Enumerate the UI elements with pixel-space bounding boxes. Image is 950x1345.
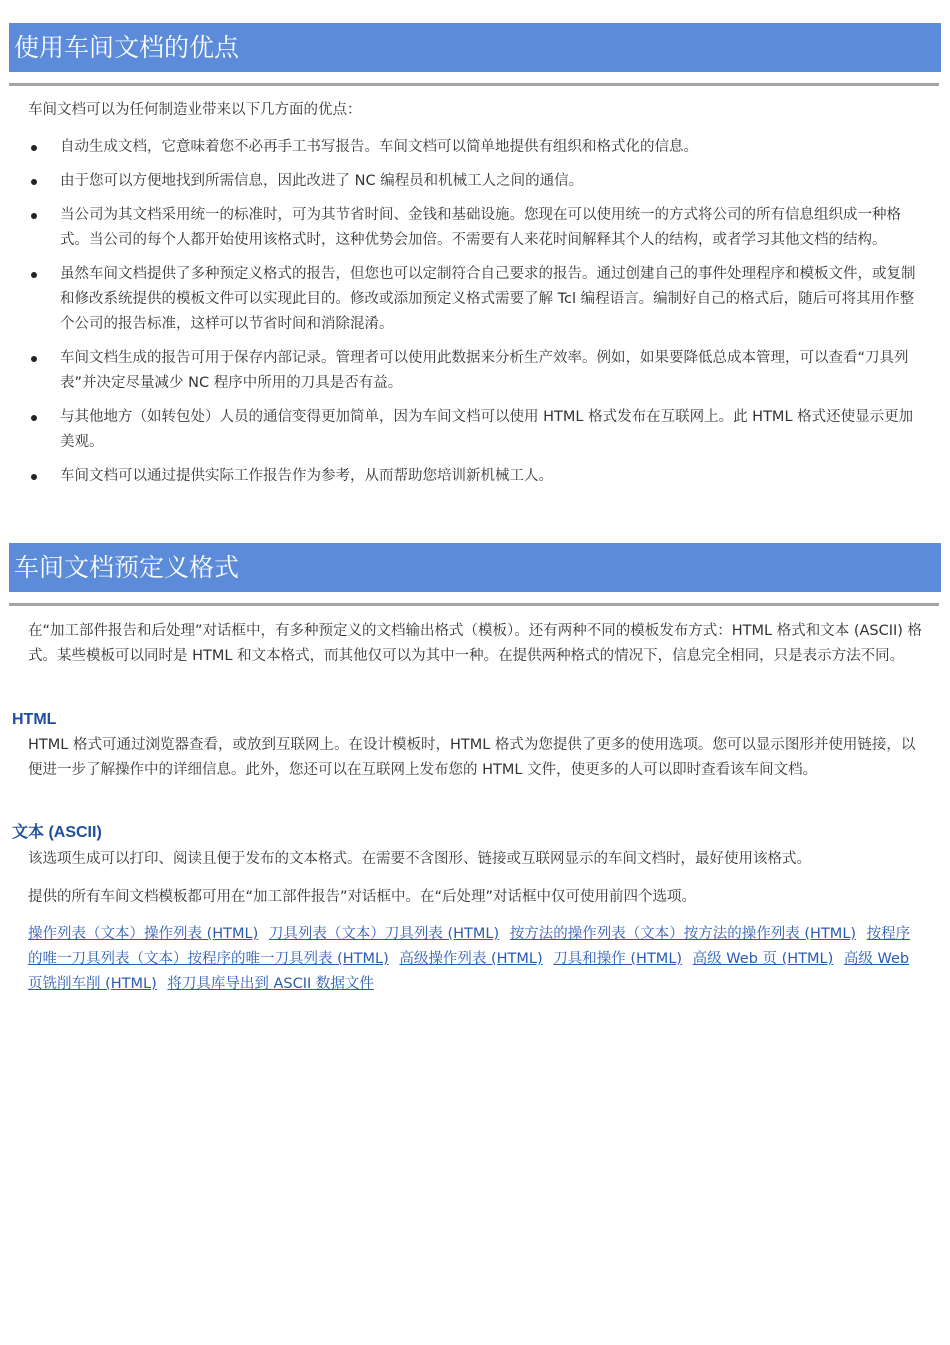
list-item xyxy=(28,346,924,396)
list-item xyxy=(28,169,924,194)
bullet-icon xyxy=(31,213,37,219)
html-description: HTML 格式可通过浏览器查看，或放到互联网上。在设计模板时，HTML 格式为您提供了更多的使用选项。您可以显示图形并使用链接，以便进一步了解操作中的详细信息。此外，您还可以在互联网上发布您的 HTML 文件，使更多的人可以即时查看该车间文档。 xyxy=(28,737,916,778)
ascii-description: 该选项生成可以打印、阅读且便于发布的文本格式。在需要不含图形、链接或互联网显示的车间文档时，最好使用该格式。 xyxy=(28,851,811,867)
list-item-text: 当公司为其文档采用统一的标准时，可为其节省时间、金钱和基础设施。您现在可以使用统一的方式将公司的所有信息组织成一种格式。当公司的每个人都开始使用该格式时，这种优势会加倍。不需要有人来花时间解释其个人的结构，或者学习其他文档的结构。 xyxy=(60,207,901,248)
list-item xyxy=(28,135,924,160)
advantages-list xyxy=(28,135,924,498)
section-header-advantages xyxy=(9,23,941,72)
list-item xyxy=(28,464,924,489)
template-links xyxy=(28,922,924,997)
list-item-text: 虽然车间文档提供了多种预定义格式的报告，但您也可以定制符合自己要求的报告。通过创建自己的事件处理程序和模板文件，或复制和修改系统提供的模板文件可以实现此目的。修改或添加预定义格式需要了解 Tcl 编程语言。编制好自己的格式后，随后可将其用作整个公司的报告标准，这样可以节省时间和消除混淆。 xyxy=(60,266,916,332)
link-advanced-operation-list[interactable]: 高级操作列表 (HTML) xyxy=(399,951,543,967)
link-tool-list[interactable]: 刀具列表（文本）刀具列表 (HTML) xyxy=(268,926,500,942)
bullet-icon xyxy=(31,179,37,185)
bullet-icon xyxy=(31,145,37,151)
intro-paragraph: 车间文档可以为任何制造业带来以下几方面的优点： xyxy=(28,102,362,118)
list-item-text: 车间文档可以通过提供实际工作报告作为参考，从而帮助您培训新机械工人。 xyxy=(60,468,553,484)
list-item-text: 自动生成文档，它意味着您不必再手工书写报告。车间文档可以简单地提供有组织和格式化的信息。 xyxy=(60,139,698,155)
list-item-text: 由于您可以方便地找到所需信息，因此改进了 NC 编程员和机械工人之间的通信。 xyxy=(60,173,584,189)
list-item xyxy=(28,203,924,253)
list-item-text: 与其他地方（如转包处）人员的通信变得更加简单，因为车间文档可以使用 HTML 格式发布在互联网上。此 HTML 格式还使显示更加美观。 xyxy=(60,409,914,450)
link-export-tool-library[interactable]: 将刀具库导出到 ASCII 数据文件 xyxy=(167,976,374,992)
bullet-icon xyxy=(31,474,37,480)
list-item xyxy=(28,405,924,455)
link-operation-list-by-method[interactable]: 按方法的操作列表（文本）按方法的操作列表 (HTML) xyxy=(509,926,857,942)
divider xyxy=(9,603,939,606)
bullet-icon xyxy=(31,356,37,362)
formats-intro-paragraph: 在“加工部件报告和后处理”对话框中，有多种预定义的文档输出格式（模板）。还有两种不同的模板发布方式：HTML 格式和文本 (ASCII) 格式。某些模板可以同时是 HTML 和文本格式，而其他仅可以为其中一种。在提供两种格式的情况下，信息完全相同，只是表示方法不同。 xyxy=(28,623,923,664)
bullet-icon xyxy=(31,415,37,421)
ascii-heading: 文本 (ASCII) xyxy=(12,824,102,841)
section-title: 使用车间文档的优点 xyxy=(14,33,240,62)
html-heading: HTML xyxy=(12,711,57,728)
list-item xyxy=(28,262,924,337)
link-unique-tool-list-by-program[interactable]: 按程序的唯一刀具列表（文本）按程序的唯一刀具列表 (HTML) xyxy=(28,926,911,967)
templates-note: 提供的所有车间文档模板都可用在“加工部件报告”对话框中。在“后处理”对话框中仅可使用前四个选项。 xyxy=(28,889,697,905)
link-advanced-web-page-mill-turn[interactable]: 高级 Web 页铣削车削 (HTML) xyxy=(28,951,910,992)
link-operation-list[interactable]: 操作列表（文本）操作列表 (HTML) xyxy=(28,926,259,942)
link-tools-and-operations[interactable]: 刀具和操作 (HTML) xyxy=(553,951,683,967)
section-header-formats xyxy=(9,543,941,592)
section-title: 车间文档预定义格式 xyxy=(14,553,240,582)
list-item-text: 车间文档生成的报告可用于保存内部记录。管理者可以使用此数据来分析生产效率。例如，如果要降低总成本管理，可以查看“刀具列表”并决定尽量减少 NC 程序中所用的刀具是否有益。 xyxy=(60,350,909,391)
bullet-icon xyxy=(31,272,37,278)
divider xyxy=(9,83,939,86)
link-advanced-web-page[interactable]: 高级 Web 页 (HTML) xyxy=(692,951,834,967)
